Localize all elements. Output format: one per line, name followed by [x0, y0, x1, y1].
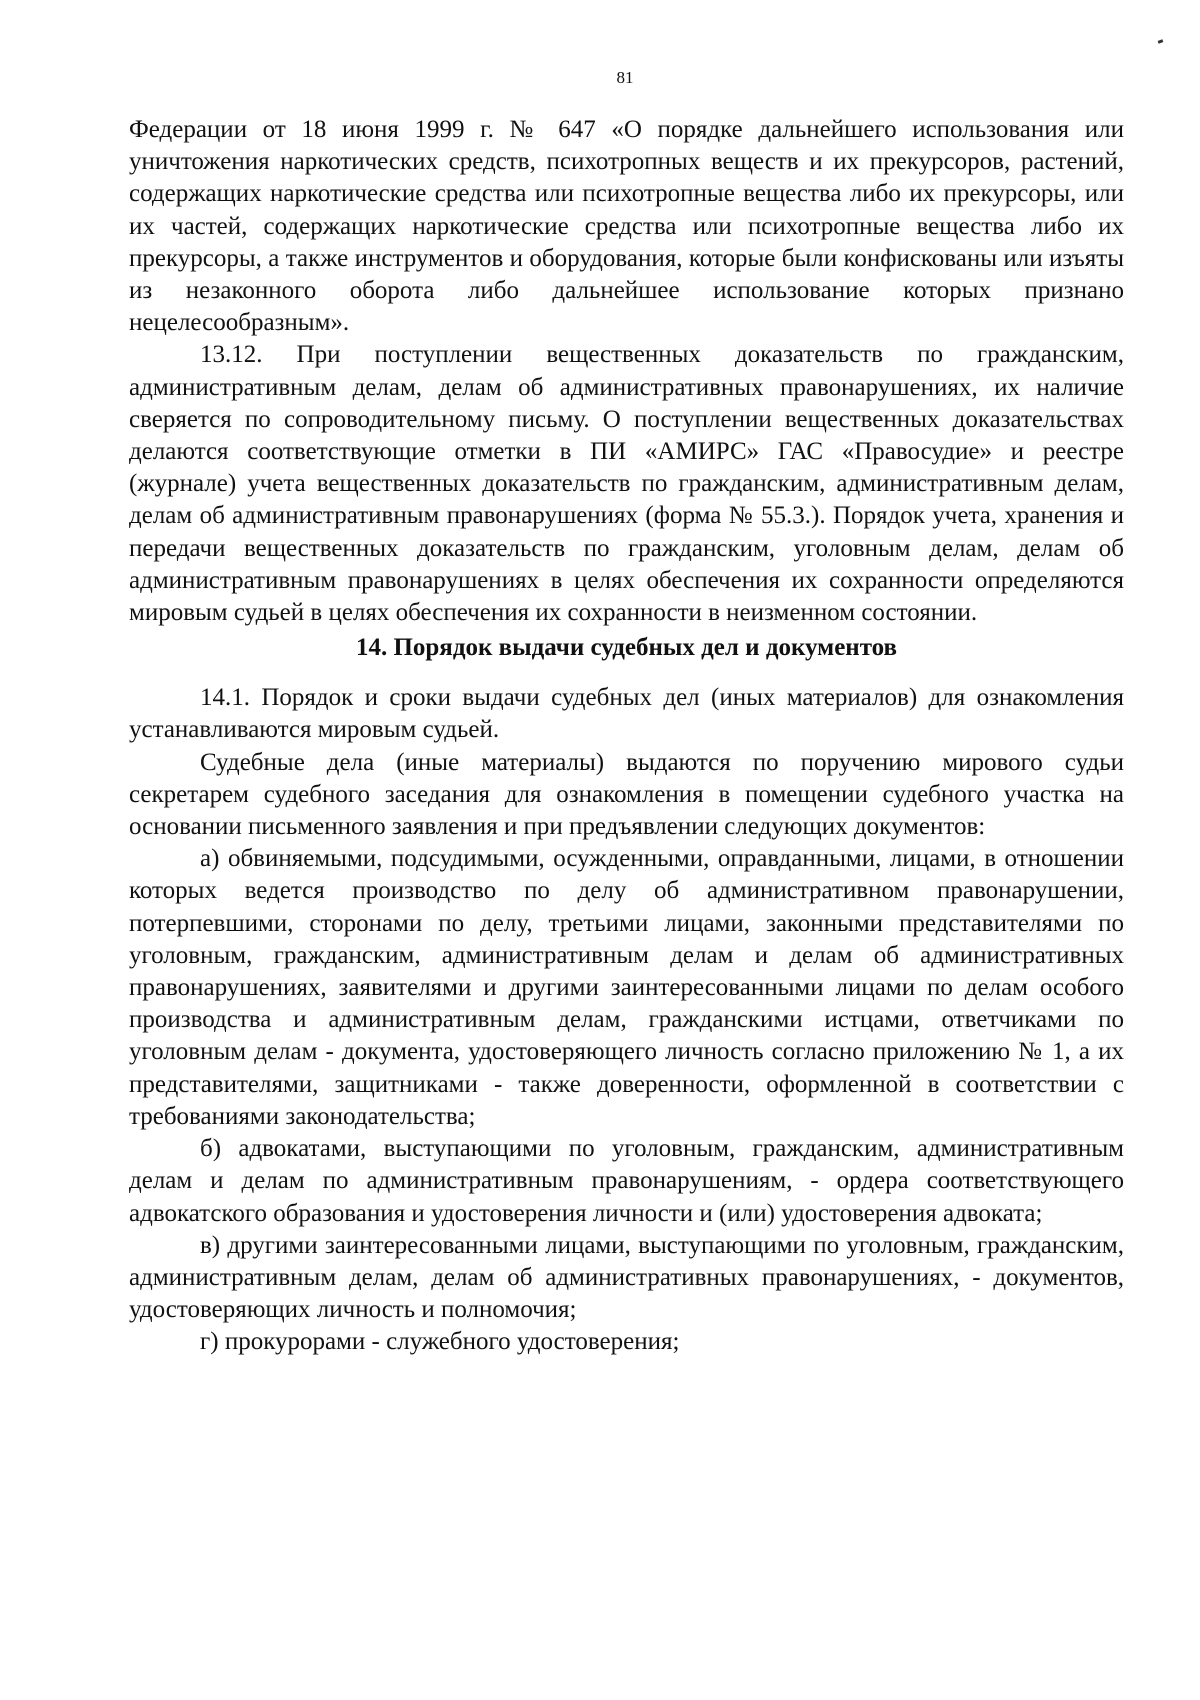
- scan-mark: [1158, 39, 1164, 44]
- section-heading: 14. Порядок выдачи судебных дел и документов: [355, 634, 898, 662]
- paragraph-issue-rules: Судебные дела (иные материалы) выдаются по поручению мирового судьи секретарем судебного заседания для ознакомления в помещении судебного участка на основании письменного заявления и при предъявлении следующих документов:: [129, 748, 1124, 841]
- document-body: [129, 114, 1124, 1359]
- paragraph-13-12: 13.12. При поступлении вещественных доказательств по гражданским, административным делам, делам об административных правонарушениях, их наличие сверяется по сопроводительному письму. О поступлении вещественных доказательствах делаются соответствующие отметки в ПИ «АМИРС» ГАС «Правосудие» и реестре (журнале) учета вещественных доказательств по гражданским, административным делам, делам об административным правонарушениях (форма № 55.3.). Порядок учета, хранения и передачи вещественных доказательств по гражданским, уголовным делам, делам об административным правонарушениях в целях обеспечения их сохранности определяются мировым судьей в целях обеспечения их сохранности в неизменном состоянии.: [129, 341, 1124, 627]
- page-number: 81: [616, 68, 634, 87]
- list-item-b: б) адвокатами, выступающими по уголовным, гражданским, административным делам и делам по административным правонарушениям, - ордера соответствующего адвокатского образования и удостоверения личности и (или) удостоверения адвоката;: [129, 1135, 1124, 1227]
- list-item-a: а) обвиняемыми, подсудимыми, осужденными, оправданными, лицами, в отношении которых ведется производство по делу об административном правонарушении, потерпевшими, сторонами по делу, третьими лицами, законными представителями по уголовным, гражданским, административным делам и делам об административных правонарушениях, заявителями и другими заинтересованными лицами по делам особого производства и административным делам, гражданскими истцами, ответчиками по уголовным делам - документа, удостоверяющего личность согласно приложению № 1, а их представителями, защитниками - также доверенности, оформленной в соответствии с требованиями законодательства;: [129, 845, 1124, 1130]
- list-item-v: в) другими заинтересованными лицами, выступающими по уголовным, гражданским, административным делам, делам об административных правонарушениях, - документов, удостоверяющих личность и полномочия;: [129, 1231, 1124, 1324]
- paragraph-14-1: 14.1. Порядок и сроки выдачи судебных дел (иных материалов) для ознакомления устанавливаются мировым судьей.: [129, 684, 1124, 744]
- list-item-g: г) прокурорами - служебного удостоверения;: [200, 1328, 680, 1356]
- paragraph-continuation: Федерации от 18 июня 1999 г. № 647 «О порядке дальнейшего использования или уничтожения наркотических средств, психотропных веществ и их прекурсоров, растений, содержащих наркотические средства или психотропные вещества либо их прекурсоры, или их частей, содержащих наркотические средства или психотропные вещества либо их прекурсоры, а также инструментов и оборудования, которые были конфискованы или изъяты из незаконного оборота либо дальнейшее использование которых признано нецелесообразным».: [129, 116, 1124, 337]
